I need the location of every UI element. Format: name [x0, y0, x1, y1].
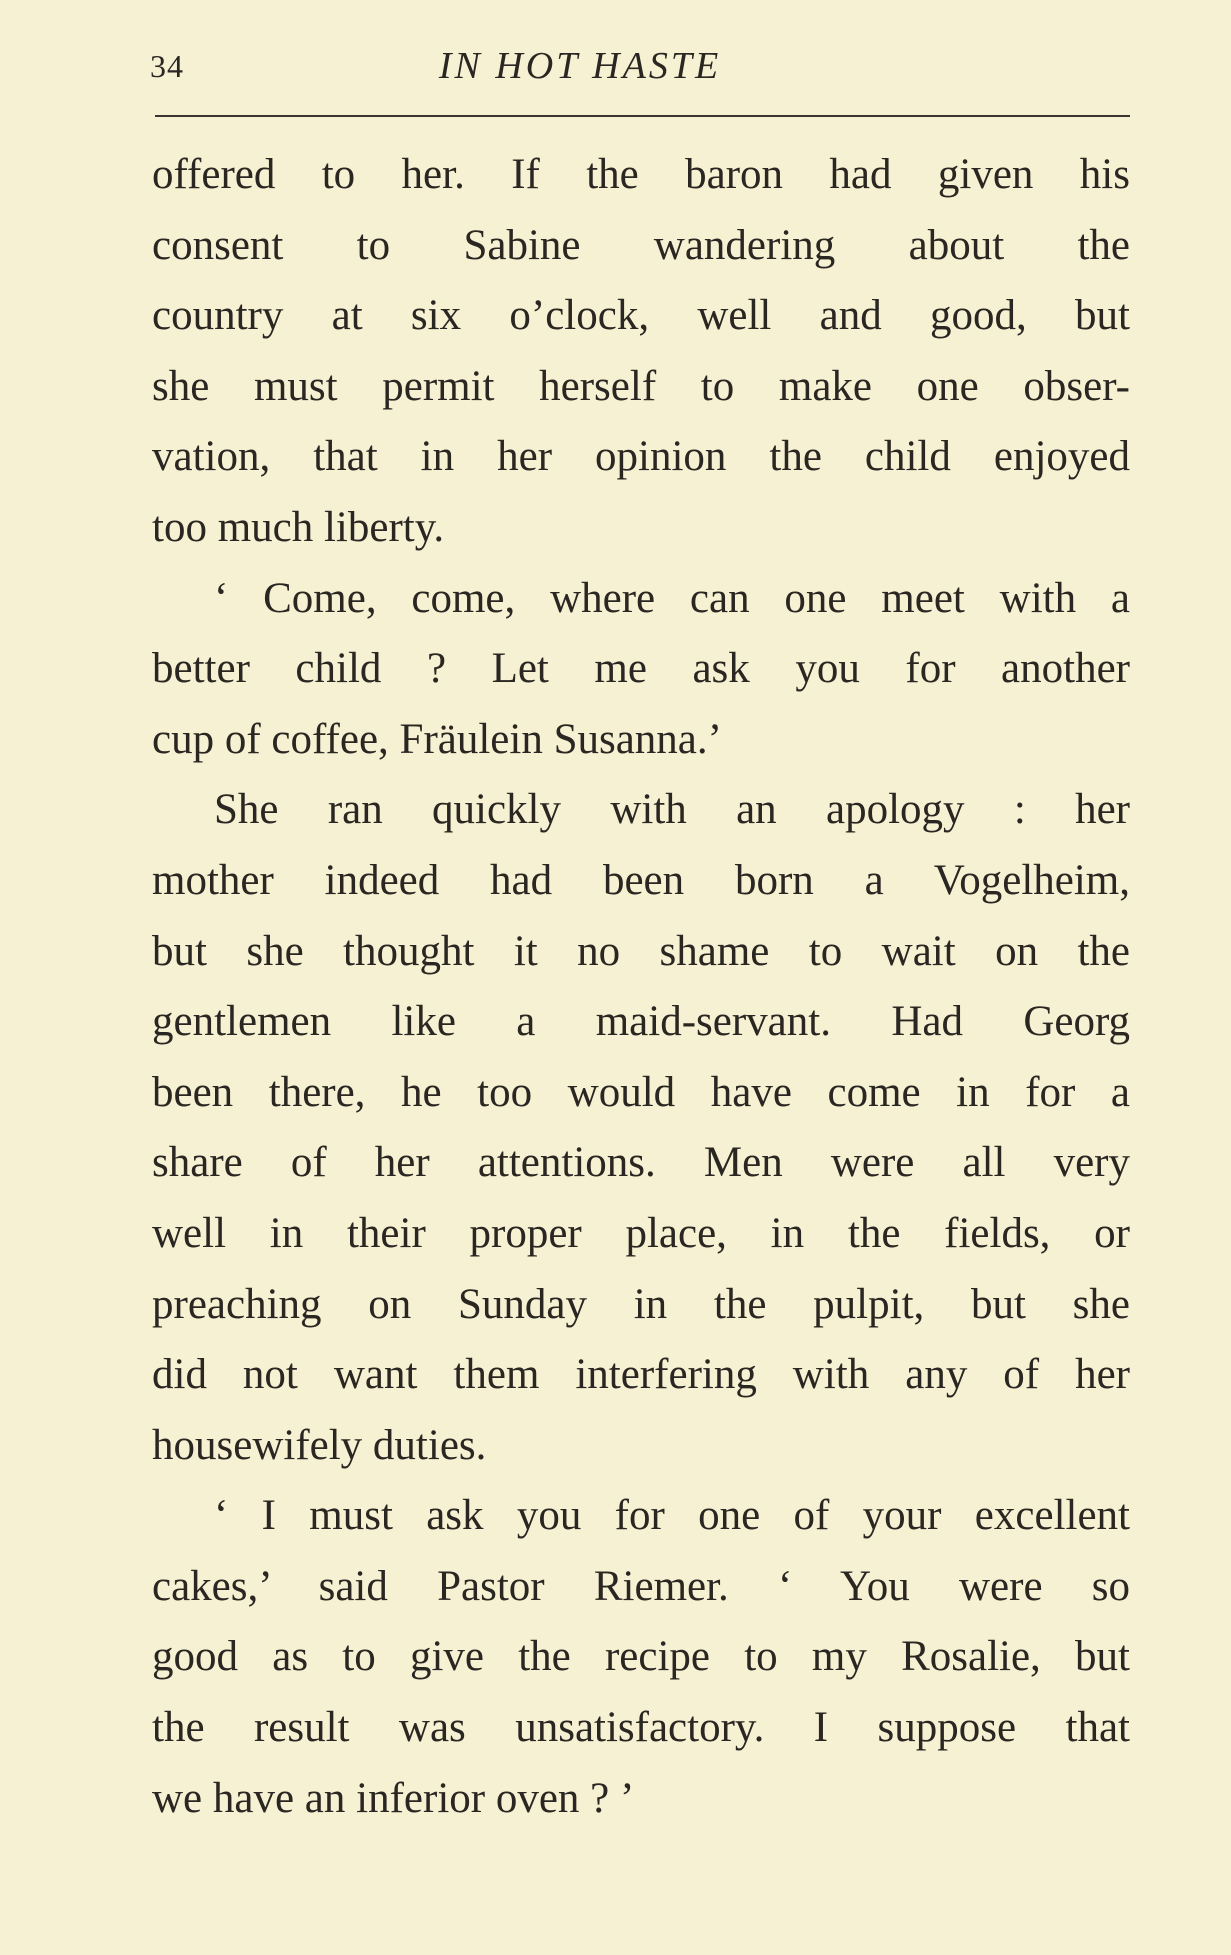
text-line: offered to her. If the baron had given his: [152, 151, 1130, 198]
text-line: consent to Sabine wandering about the: [152, 221, 1130, 269]
text-line: been there, he too would have come in for a: [152, 1068, 1130, 1116]
text-line: cakes,’ said Pastor Riemer. ‘ You were so: [152, 1562, 1130, 1610]
text-line: but she thought it no shame to wait on the: [152, 927, 1130, 975]
text-line: cup of coffee, Fräulein Susanna.’: [152, 715, 722, 763]
text-line: we have an inferior oven ? ’: [152, 1774, 635, 1822]
text-line: too much liberty.: [152, 503, 445, 551]
text-line: good as to give the recipe to my Rosalie, but: [152, 1633, 1130, 1681]
text-line: share of her attentions. Men were all very: [152, 1139, 1130, 1187]
text-line: ‘ I must ask you for one of your excellent: [214, 1492, 1130, 1540]
text-line: vation, that in her opinion the child enjoyed: [152, 433, 1130, 481]
text-line: the result was unsatisfactory. I suppose that: [152, 1704, 1130, 1752]
text-line: well in their proper place, in the fields, or: [152, 1209, 1130, 1257]
text-line: ‘ Come, come, where can one meet with a: [214, 574, 1130, 622]
text-line: mother indeed had been born a Vogelheim,: [152, 856, 1130, 904]
text-line: did not want them interfering with any of her: [152, 1351, 1130, 1399]
text-line: she must permit herself to make one obser-: [152, 362, 1130, 410]
page-number: 34: [150, 48, 184, 84]
text-line: better child ? Let me ask you for another: [152, 645, 1130, 693]
header-rule: [155, 115, 1130, 117]
text-line: country at six o’clock, well and good, but: [152, 292, 1130, 340]
body-text: [152, 140, 1130, 1834]
text-line: housewifely duties.: [152, 1421, 487, 1469]
text-line: gentlemen like a maid-servant. Had Georg: [152, 998, 1130, 1046]
page-header: [150, 42, 1130, 92]
text-line: She ran quickly with an apology : her: [214, 786, 1130, 834]
text-line: preaching on Sunday in the pulpit, but she: [152, 1280, 1130, 1328]
running-title: IN HOT HASTE: [438, 45, 722, 87]
